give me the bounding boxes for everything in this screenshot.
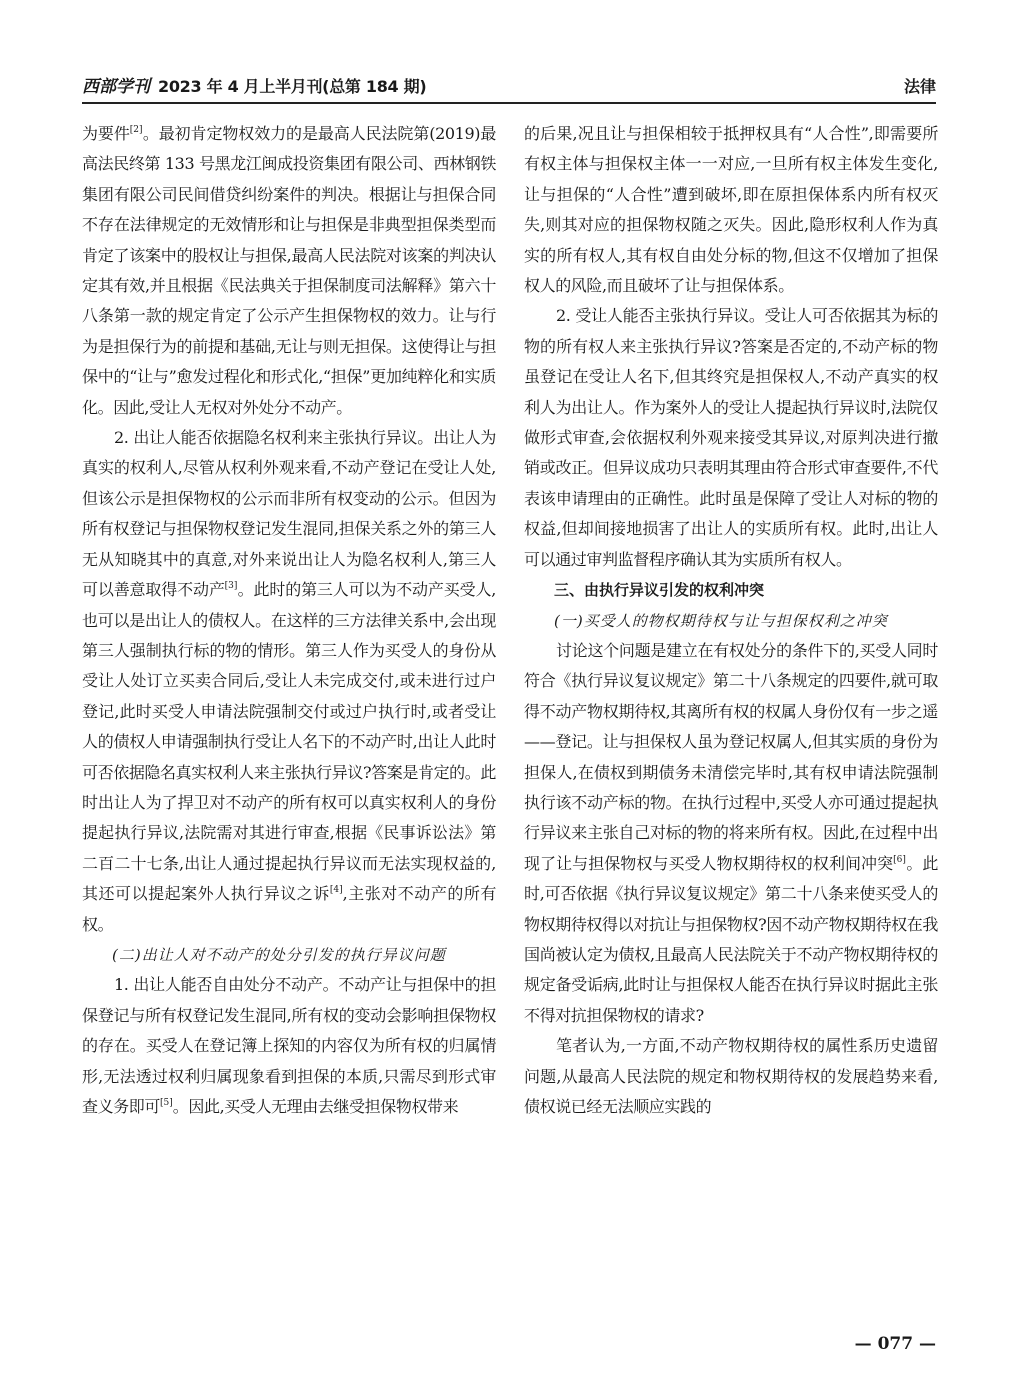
- citation-ref: [2]: [129, 125, 143, 135]
- journal-logo: 西部学刊: [82, 77, 150, 97]
- paragraph-text: 为要件: [82, 124, 130, 143]
- subsection-heading: [524, 606, 938, 636]
- section-heading: [524, 575, 938, 605]
- paragraph-text: (一)买受人的物权期待权与让与担保权利之冲突: [554, 611, 888, 630]
- paragraph-text: 讨论这个问题是建立在有权处分的条件下的,买受人同时符合《执行异议复议规定》第二十八条规定的四要件,就可取得不动产物权期待权,其离所有权的权属人身份仅有一步之遥——登记。让与担保权人虽为登记权属人,但其实质的身份为担保人,在债权到期债务未清偿完毕时,其有权申请法院强制执行该不动产标的物。在执行过程中,买受人亦可通过提起执行异议来主张自己对标的物的将来所有权。因此,在过程中出现了让与担保物权与买受人物权期待权的权利间冲突: [524, 640, 938, 873]
- right-column: [524, 119, 938, 1122]
- paragraph-text: 1. 出让人能否自由处分不动产。不动产让与担保中的担保登记与所有权登记发生混同,所有权的变动会影响担保物权的存在。买受人在登记簿上探知的内容仅为所有权的归属情形,无法透过权利归属现象看到担保的本质,只需尽到形式审查义务即可: [82, 975, 496, 1116]
- citation-ref: [3]: [224, 581, 238, 592]
- issue-info: 2023 年 4 月上半月刊(总第 184 期): [158, 77, 427, 96]
- citation-ref: [5]: [160, 1098, 173, 1108]
- paragraph: [524, 1031, 938, 1122]
- paragraph-text: 。此时的第三人可以为不动产买受人,也可以是出让人的债权人。在这样的三方法律关系中,会出现第三人强制执行标的物的情形。第三人作为买受人的身份从受让人处订立买卖合同后,受让人未完成交付,或未进行过户登记,此时买受人申请法院强制交付或过户执行时,或者受让人的债权人申请强制执行受让人名下的不动产时,出让人此时可否依据隐名真实权利人来主张执行异议?答案是肯定的。此时出让人为了捍卫对不动产的所有权可以真实权利人的身份提起执行异议,法院需对其进行审查,根据《民事诉讼法》第二百二十七条,出让人通过提起执行异议而无法实现权益的,其还可以提起案外人执行异议之诉: [82, 580, 496, 904]
- paragraph: [82, 970, 496, 1122]
- paragraph-text: 。最初肯定物权效力的是最高人民法院第(2019)最高法民终第 133 号黑龙江闽成投资集团有限公司、西林钢铁集团有限公司民间借贷纠纷案件的判决。根据让与担保合同不存在法律规定的无效情形和让与担保是非典型担保类型而肯定了该案中的股权让与担保,最高人民法院对该案的判决认定其有效,并且根据《民法典关于担保制度司法解释》第六十八条第一款的规定肯定了公示产生担保物权的效力。让与行为是担保行为的前提和基础,无让与则无担保。这使得让与担保中的“让与”愈发过程化和形式化,“担保”更加纯粹化和实质化。因此,受让人无权对外处分不动产。: [82, 124, 496, 417]
- paragraph: [524, 119, 938, 301]
- paragraph-text: ,主张对不动产的所有权。: [82, 884, 496, 934]
- paragraph-text: 。此时,可否依据《执行异议复议规定》第二十八条来使买受人的物权期待权得以对抗让与担保物权?因不动产物权期待权在我国尚被认定为债权,且最高人民法院关于不动产物权期待权的规定备受诟病,此时让与担保权人能否在执行异议时据此主张不得对抗担保物权的请求?: [524, 853, 938, 1025]
- paragraph-text: 笔者认为,一方面,不动产物权期待权的属性系历史遗留问题,从最高人民法院的规定和物权期待权的发展趋势来看,债权说已经无法顺应实践的: [524, 1036, 938, 1116]
- paragraph: [524, 636, 938, 1031]
- paragraph-text: 2. 出让人能否依据隐名权利来主张执行异议。出让人为真实的权利人,尽管从权利外观来看,不动产登记在受让人处,但该公示是担保物权的公示而非所有权变动的公示。但因为所有权登记与担保物权登记发生混同,担保关系之外的第三人无从知晓其中的真意,对外来说出让人为隐名权利人,第三人可以善意取得不动产: [82, 428, 496, 600]
- paragraph-text: 2. 受让人能否主张执行异议。受让人可否依据其为标的物的所有权人来主张执行异议?答案是否定的,不动产标的物虽登记在受让人名下,但其终究是担保权人,不动产真实的权利人为出让人。作为案外人的受让人提起执行异议时,法院仅做形式审查,会依据权利外观来接受其异议,对原判决进行撤销或改正。但异议成功只表明其理由符合形式审查要件,不代表该申请理由的正确性。此时虽是保障了受让人对标的物的权益,但却间接地损害了出让人的实质所有权。此时,出让人可以通过审判监督程序确认其为实质所有权人。: [524, 306, 938, 569]
- paragraph: [82, 423, 496, 940]
- paragraph: [524, 301, 938, 575]
- paragraph-text: 的后果,况且让与担保相较于抵押权具有“人合性”,即需要所有权主体与担保权主体一一对应,一旦所有权主体发生变化,让与担保的“人合性”遭到破坏,即在原担保体系内所有权灭失,则其对应的担保物权随之灭失。因此,隐形权利人作为真实的所有权人,其有权自由处分标的物,但这不仅增加了担保权人的风险,而且破坏了让与担保体系。: [524, 124, 938, 296]
- page-header: [82, 72, 936, 104]
- left-column: [82, 119, 496, 1122]
- citation-ref: [4]: [329, 885, 343, 896]
- citation-ref: [6]: [893, 854, 906, 865]
- page-number: — 077 —: [854, 1334, 936, 1354]
- paragraph-text: 。因此,买受人无理由去继受担保物权带来: [172, 1097, 459, 1116]
- section-name: 法律: [903, 77, 936, 96]
- paragraph-text: (二)出让人对不动产的处分引发的执行异议问题: [112, 945, 446, 964]
- subsection-heading: [82, 940, 496, 970]
- paragraph-text: 三、由执行异议引发的权利冲突: [554, 581, 765, 600]
- paragraph: [82, 119, 496, 423]
